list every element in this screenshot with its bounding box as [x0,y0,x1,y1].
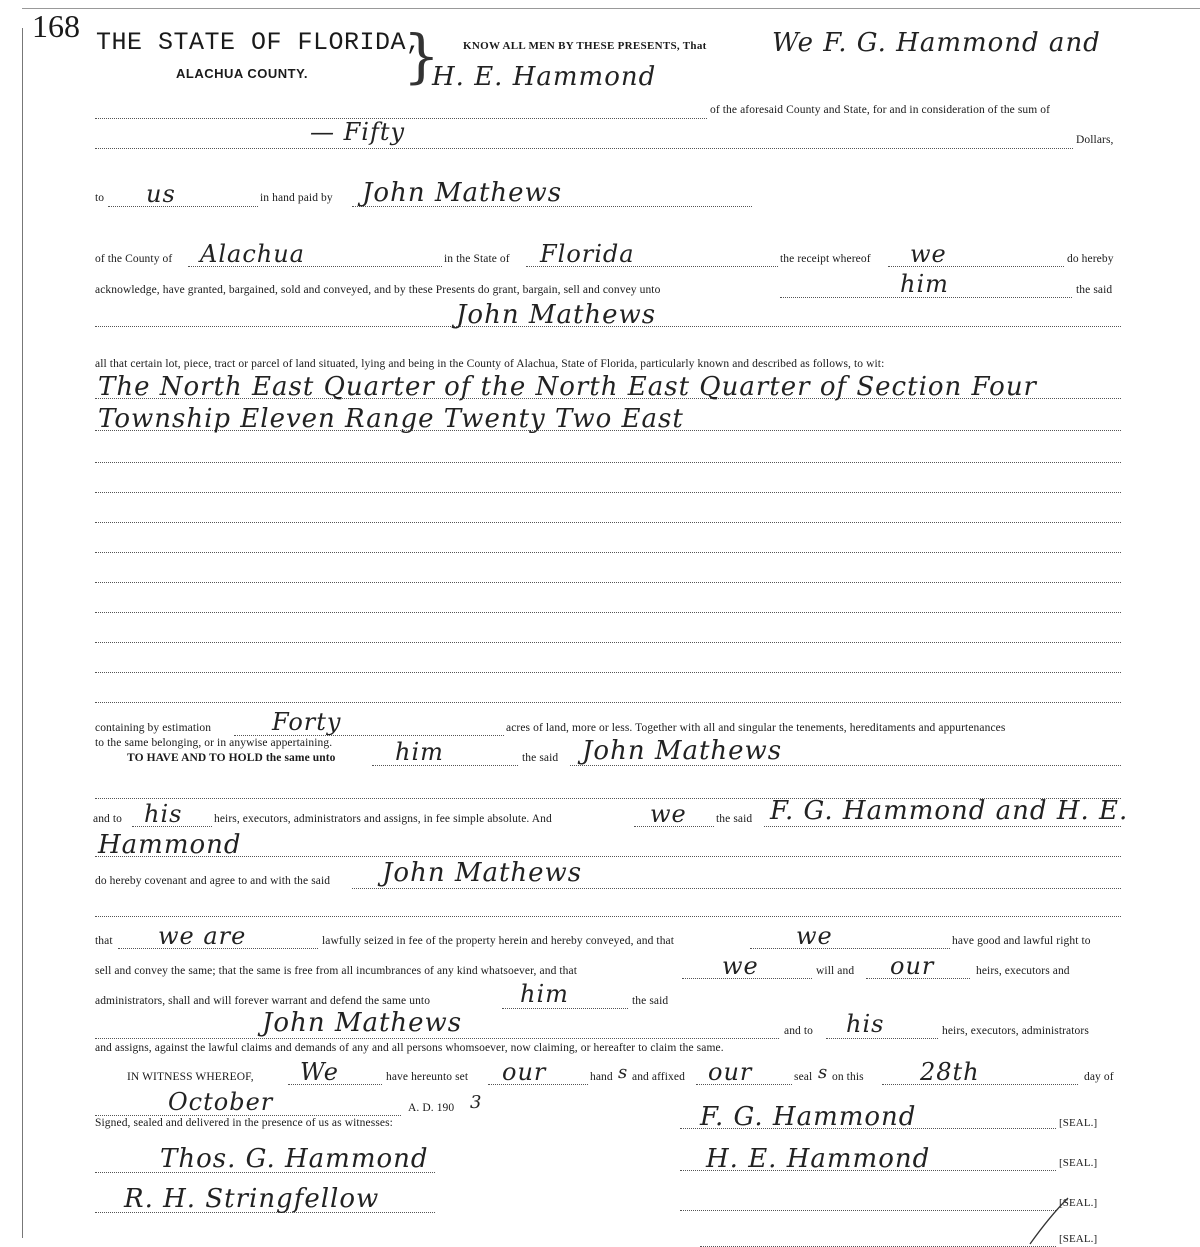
month-value: October [168,1088,274,1116]
blank-line [95,552,1121,553]
lawfully-seized-text: lawfully seized in fee of the property herein and hereby conveyed, and that [322,935,675,947]
have-hold-unto-value: him [395,738,444,766]
have-hereunto-text: have hereunto set [386,1071,469,1083]
covenant-with-value: John Mathews [382,858,583,888]
acres-text: acres of land, more or less. Together with all and singular the tenements, hereditaments and appurtenances [506,722,1006,734]
signature-line [680,1210,1056,1211]
sum-amount: — Fifty [310,118,406,146]
to-have-text: TO HAVE AND TO HOLD the same unto [127,752,336,764]
administrators-text: administrators, shall and will forever warrant and defend the same unto [95,995,431,1007]
sell-convey-text: sell and convey the same; that the same is free from all incumbrances of any kind whatsoever, and that [95,965,578,977]
year-digit-value: 3 [470,1092,483,1113]
the-said-text-4: the said [632,995,669,1007]
state-title: THE STATE OF FLORIDA, [96,28,422,57]
grantors-line2: H. E. Hammond [432,62,657,92]
covenant-text: do hereby covenant and agree to and with the said [95,875,331,887]
defend-unto-value: him [520,980,569,1008]
will-and-text: will and [816,965,855,977]
grantor2-signature: H. E. Hammond [706,1144,931,1174]
seal-text: seal [794,1071,813,1083]
blank-line [95,672,1121,673]
aforesaid-text: of the aforesaid County and State, for and in consideration of the sum of [710,104,1051,116]
blank-line [882,1084,1078,1085]
and-to-his-value: his [846,1010,885,1038]
blank-line [95,1038,779,1039]
description-line2: Township Eleven Range Twenty Two East [98,404,684,434]
witness2-signature: R. H. Stringfellow [124,1184,380,1214]
heirs-exec-2-text: heirs, executors and [976,965,1070,977]
blank-line [95,642,1121,643]
blank-line [108,206,258,207]
acknowledge-text: acknowledge, have granted, bargained, sold and conveyed, and by these Presents do grant, bargain, sell and convey unto [95,284,661,296]
heirs-exec-text: heirs, executors, administrators and assigns, in fee simple absolute. And [214,813,552,825]
seal-stroke [1020,1196,1070,1247]
that-text: that [95,935,113,947]
signed-sealed-text: Signed, sealed and delivered in the presence of us as witnesses: [95,1117,393,1129]
grantors-line1: We F. G. Hammond and [772,28,1101,58]
blank-line [372,765,518,766]
in-hand-paid-text: in hand paid by [260,192,333,204]
state-value: Florida [540,240,635,268]
that-we-are-value: we are [158,922,247,950]
brace-mark: } [403,22,440,90]
left-border [22,28,23,1238]
blank-line [352,888,1121,889]
blank-line [95,612,1121,613]
heirs-exec-admin-text: heirs, executors, administrators [942,1025,1089,1037]
ad-text: A. D. 190 [408,1102,455,1114]
county-value: Alachua [200,240,305,268]
the-said-text-3: the said [716,813,753,825]
grantor1-signature: F. G. Hammond [700,1102,917,1132]
grantee-name-2: John Mathews [582,736,783,766]
the-said-text-2: the said [522,752,559,764]
on-this-text: on this [832,1071,864,1083]
set-our-value: our [502,1058,547,1086]
receipt-pronoun: we [910,240,947,268]
blank-line [750,948,950,949]
acres-value: Forty [272,708,342,736]
day-value: 28th [920,1058,980,1086]
witness1-signature: Thos. G. Hammond [160,1144,429,1174]
blank-line [95,856,1121,857]
blank-line [95,462,1121,463]
all-that-certain-text: all that certain lot, piece, tract or parcel of land situated, lying and being in the County of Alachua, State of Florida, particularly known and described as follows, to wit: [95,358,885,370]
grantee-name-3: John Mathews [262,1008,463,1038]
to-text: to [95,192,105,204]
description-line1: The North East Quarter of the North East Quarter of Section Four [98,372,1037,402]
have-good-text: have good and lawful right to [952,935,1091,947]
blank-line [95,582,1121,583]
that-we-value: we [796,922,833,950]
grantors-a-value: F. G. Hammond and H. E. [770,796,1129,826]
grantors-b-value: Hammond [98,830,242,860]
blank-line [95,916,1121,917]
and-pronoun-value: we [650,800,687,828]
in-state-text: in the State of [444,253,510,265]
convey-unto-value: him [900,270,949,298]
witness-we-value: We [300,1058,339,1086]
grantee-name: John Mathews [362,178,563,208]
seal-label-2: [SEAL.] [1059,1157,1098,1169]
receipt-text: the receipt whereof [780,253,871,265]
blank-line [95,148,1073,149]
heirs-of-value: his [144,800,183,828]
seal-label-4: [SEAL.] [1059,1233,1098,1245]
know-all-men: KNOW ALL MEN BY THESE PRESENTS, That [463,40,707,52]
day-of-text: day of [1084,1071,1114,1083]
and-that-we-value: we [722,952,759,980]
seal-label-1: [SEAL.] [1059,1117,1098,1129]
and-to-2-text: and to [784,1025,814,1037]
dollars-text: Dollars, [1076,134,1114,146]
blank-line [95,702,1121,703]
our-heirs-value: our [890,952,935,980]
grantee-line: John Mathews [456,300,657,330]
blank-line [502,1008,628,1009]
and-affixed-text: and affixed [632,1071,685,1083]
blank-line [95,522,1121,523]
seal-s-value: s [818,1062,829,1083]
hand-text: hand [590,1071,613,1083]
county-title: ALACHUA COUNTY. [176,66,308,81]
affixed-our-value: our [708,1058,753,1086]
hand-s-value: s [618,1062,629,1083]
top-border [22,8,1200,9]
blank-line [826,1038,938,1039]
the-said-text: the said [1076,284,1113,296]
do-hereby-text: do hereby [1067,253,1114,265]
page-number: 168 [32,8,80,44]
assigns-against-text: and assigns, against the lawful claims and demands of any and all persons whomsoever, now claiming, or hereafter to claim the same. [95,1042,724,1054]
in-witness-text: IN WITNESS WHEREOF, [127,1071,254,1083]
to-the-same-text: to the same belonging, or in anywise appertaining. [95,737,333,749]
containing-text: containing by estimation [95,722,212,734]
of-county-text: of the County of [95,253,173,265]
blank-line [95,492,1121,493]
to-whom: us [146,180,176,208]
seal-label-3: [SEAL.] [1059,1197,1098,1209]
blank-line [764,826,1121,827]
and-to-text: and to [93,813,123,825]
